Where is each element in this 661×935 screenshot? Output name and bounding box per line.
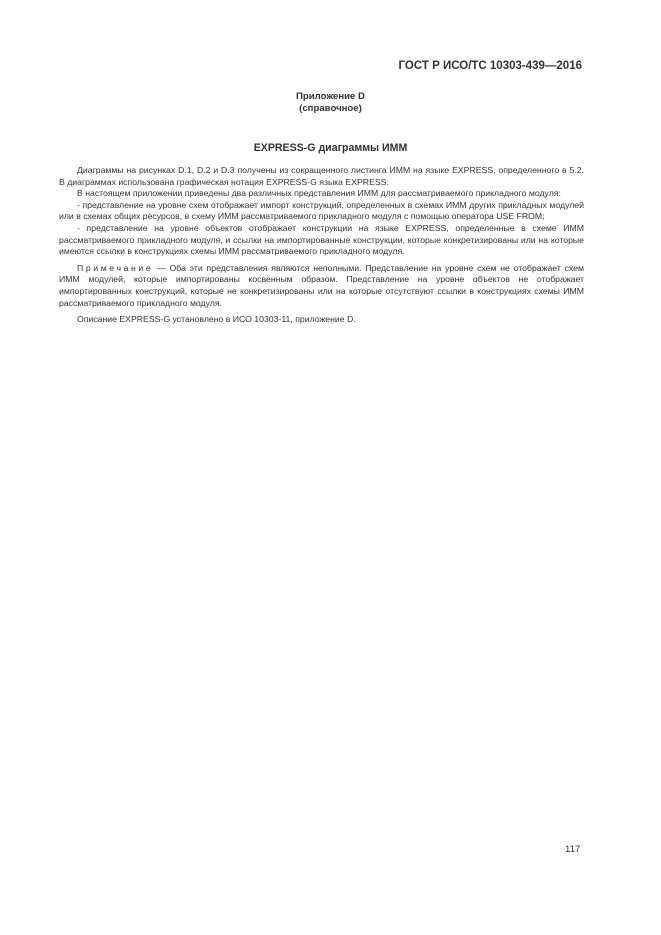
document-body — [59, 165, 584, 326]
paragraph: В настоящем приложении приведены два различных представления ИММ для рассматриваемого прикладного модуля: — [77, 188, 561, 199]
note-text: — Оба эти представления являются неполными. Представление на уровне схем не отображает схем ИММ модулей, которые импортированы косвенным образом. Представление на уровне объектов не отображает импортированных конструкций, которые не конкретизированы или на которые отсутствуют ссылки в конструкциях схемы ИММ рассматриваемого прикладного модуля. — [59, 262, 584, 308]
paragraph: Диаграммы на рисунках D.1, D.2 и D.3 получены из сокращенного листинга ИММ на языке EXPRESS, определенного в 5.2. В диаграммах использована графическая нотация EXPRESS-G языка EXPRESS. — [59, 165, 584, 187]
note-paragraph — [59, 263, 584, 309]
note-label: Примечание — [77, 262, 154, 273]
section-title: EXPRESS-G диаграммы ИММ — [253, 142, 408, 154]
document-header: ГОСТ Р ИСО/ТС 10303-439—2016 — [398, 60, 582, 72]
annex-label: Приложение D — [296, 91, 365, 102]
paragraph: - представление на уровне схем отображает импорт конструкций, определенных в схемах ИММ других прикладных модулей или в схемах общих ресурсов, в схему ИММ рассматриваемого прикладного модуля с помощью оператора USE FROM; — [59, 199, 584, 222]
closing-paragraph: Описание EXPRESS-G установлено в ИСО 10303-11, приложение D. — [77, 314, 356, 325]
page-number: 117 — [565, 844, 581, 855]
annex-type: (справочное) — [299, 103, 362, 114]
paragraph: - представление на уровне объектов отображает конструкции на языке EXPRESS, определенные в схеме ИММ рассматриваемого прикладного модуля, и ссылки на импортированные конструкции, которые конкретизированы или на которые имеются ссылки в конструкциях схемы ИММ рассматриваемого прикладного модуля. — [59, 222, 584, 257]
annex-heading — [0, 91, 661, 115]
